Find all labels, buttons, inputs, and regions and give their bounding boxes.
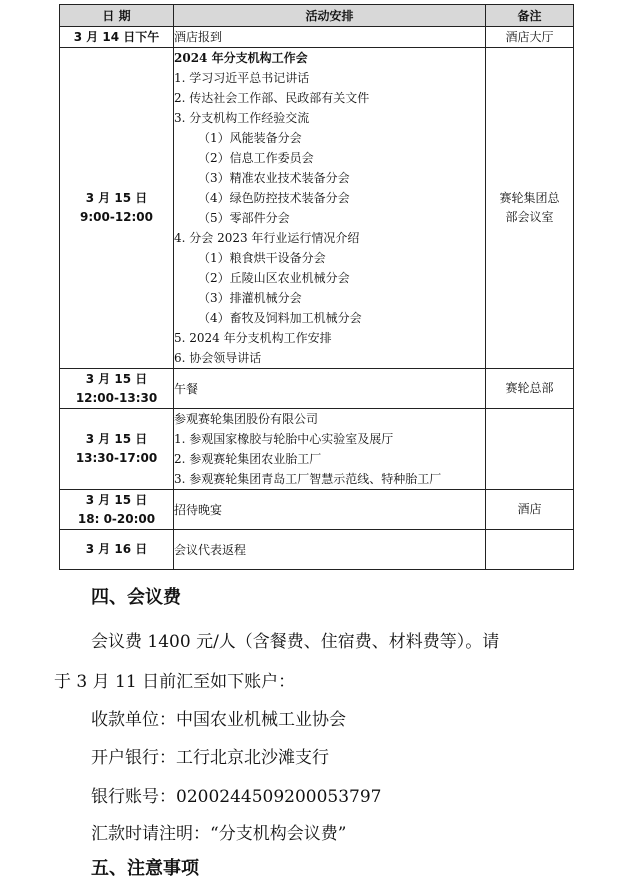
activity-title: 2024 年分支机构工作会 bbox=[174, 51, 308, 65]
date-line: 3 月 15 日 bbox=[85, 492, 148, 507]
table-row bbox=[60, 369, 574, 409]
section5-heading: 五、注意事项 bbox=[91, 858, 199, 879]
activity-item: （2）丘陵山区农业机械分会 bbox=[198, 271, 350, 285]
activity-item: 5. 2024 年分支机构工作安排 bbox=[174, 331, 332, 345]
activity-item: 酒店报到 bbox=[174, 30, 223, 44]
date-line: 9:00-12:00 bbox=[79, 210, 154, 224]
activity-item: 参观赛轮集团股份有限公司 bbox=[174, 412, 319, 426]
activity-item: 3. 分支机构工作经验交流 bbox=[174, 111, 310, 125]
activity-item: 招待晚宴 bbox=[174, 502, 223, 517]
row-note bbox=[486, 490, 574, 530]
row-activity bbox=[174, 48, 486, 369]
table-header-row bbox=[60, 5, 574, 27]
activity-item: （1）风能装备分会 bbox=[198, 131, 302, 145]
date-line: 12:00-13:30 bbox=[75, 390, 158, 405]
header-note: 备注 bbox=[486, 5, 574, 27]
activity-item: （4）绿色防控技术装备分会 bbox=[198, 191, 350, 205]
date-line: 3 月 16 日 bbox=[85, 542, 148, 556]
note-line: 酒店大厅 bbox=[505, 29, 554, 44]
note-line: 赛轮总部 bbox=[505, 381, 554, 395]
row-date bbox=[60, 369, 174, 409]
date-line: 13:30-17:00 bbox=[75, 451, 158, 465]
row-note bbox=[486, 48, 574, 369]
row-date bbox=[60, 48, 174, 369]
header-date: 日 期 bbox=[60, 5, 174, 27]
note-line: 酒店 bbox=[517, 502, 542, 516]
table-row bbox=[60, 490, 574, 530]
row-date bbox=[60, 409, 174, 490]
row-activity bbox=[174, 530, 486, 570]
fee-paragraph-line1: 会议费 1400 元/人（含餐费、住宿费、材料费等）。请 bbox=[91, 632, 500, 652]
date-line: 18: 0-20:00 bbox=[77, 511, 156, 526]
activity-item: 午餐 bbox=[174, 381, 199, 396]
bank-line: 开户银行：工行北京北沙滩支行 bbox=[91, 748, 329, 768]
row-activity bbox=[174, 369, 486, 409]
account-line: 银行账号：0200244509200053797 bbox=[91, 787, 382, 807]
activity-item: 1. 参观国家橡胶与轮胎中心实验室及展厅 bbox=[174, 432, 394, 446]
section4-heading: 四、会议费 bbox=[91, 587, 181, 608]
row-note bbox=[486, 409, 574, 490]
row-activity bbox=[174, 490, 486, 530]
date-line: 3 月 15 日 bbox=[85, 371, 148, 386]
activity-item: （3）排灌机械分会 bbox=[198, 291, 302, 305]
header-activity: 活动安排 bbox=[174, 5, 486, 27]
activity-item: 2. 传达社会工作部、民政部有关文件 bbox=[174, 91, 370, 105]
table-row bbox=[60, 530, 574, 570]
payee-line: 收款单位：中国农业机械工业协会 bbox=[91, 710, 346, 730]
date-line: 3 月 15 日 bbox=[85, 191, 148, 205]
row-activity bbox=[174, 27, 486, 48]
activity-item: 6. 协会领导讲话 bbox=[174, 351, 262, 365]
activity-item: 3. 参观赛轮集团青岛工厂智慧示范线、特种胎工厂 bbox=[174, 472, 442, 486]
remark-line: 汇款时请注明：“分支机构会议费” bbox=[91, 824, 347, 844]
table-row bbox=[60, 48, 574, 369]
fee-paragraph-line2: 于 3 月 11 日前汇至如下账户： bbox=[54, 672, 296, 692]
activity-item: （1）粮食烘干设备分会 bbox=[198, 251, 326, 265]
activity-item: 4. 分会 2023 年行业运行情况介绍 bbox=[174, 231, 360, 245]
activity-item: （5）零部件分会 bbox=[198, 211, 290, 225]
row-note bbox=[486, 530, 574, 570]
row-date bbox=[60, 27, 174, 48]
activity-item: 1. 学习习近平总书记讲话 bbox=[174, 71, 310, 85]
activity-item: （4）畜牧及饲料加工机械分会 bbox=[198, 311, 362, 325]
date-line: 3 月 14 日下午 bbox=[73, 29, 160, 44]
row-date bbox=[60, 490, 174, 530]
row-date bbox=[60, 530, 174, 570]
note-line: 赛轮集团总 bbox=[499, 191, 560, 205]
activity-item: （2）信息工作委员会 bbox=[198, 151, 314, 165]
activity-item: 2. 参观赛轮集团农业胎工厂 bbox=[174, 452, 322, 466]
row-activity bbox=[174, 409, 486, 490]
activity-item: 会议代表返程 bbox=[174, 542, 247, 557]
row-note bbox=[486, 369, 574, 409]
table-row bbox=[60, 409, 574, 490]
date-line: 3 月 15 日 bbox=[85, 432, 148, 446]
schedule-table bbox=[59, 4, 574, 570]
row-note bbox=[486, 27, 574, 48]
activity-item: （3）精准农业技术装备分会 bbox=[198, 171, 350, 185]
table-row bbox=[60, 27, 574, 48]
note-line: 部会议室 bbox=[505, 210, 554, 224]
